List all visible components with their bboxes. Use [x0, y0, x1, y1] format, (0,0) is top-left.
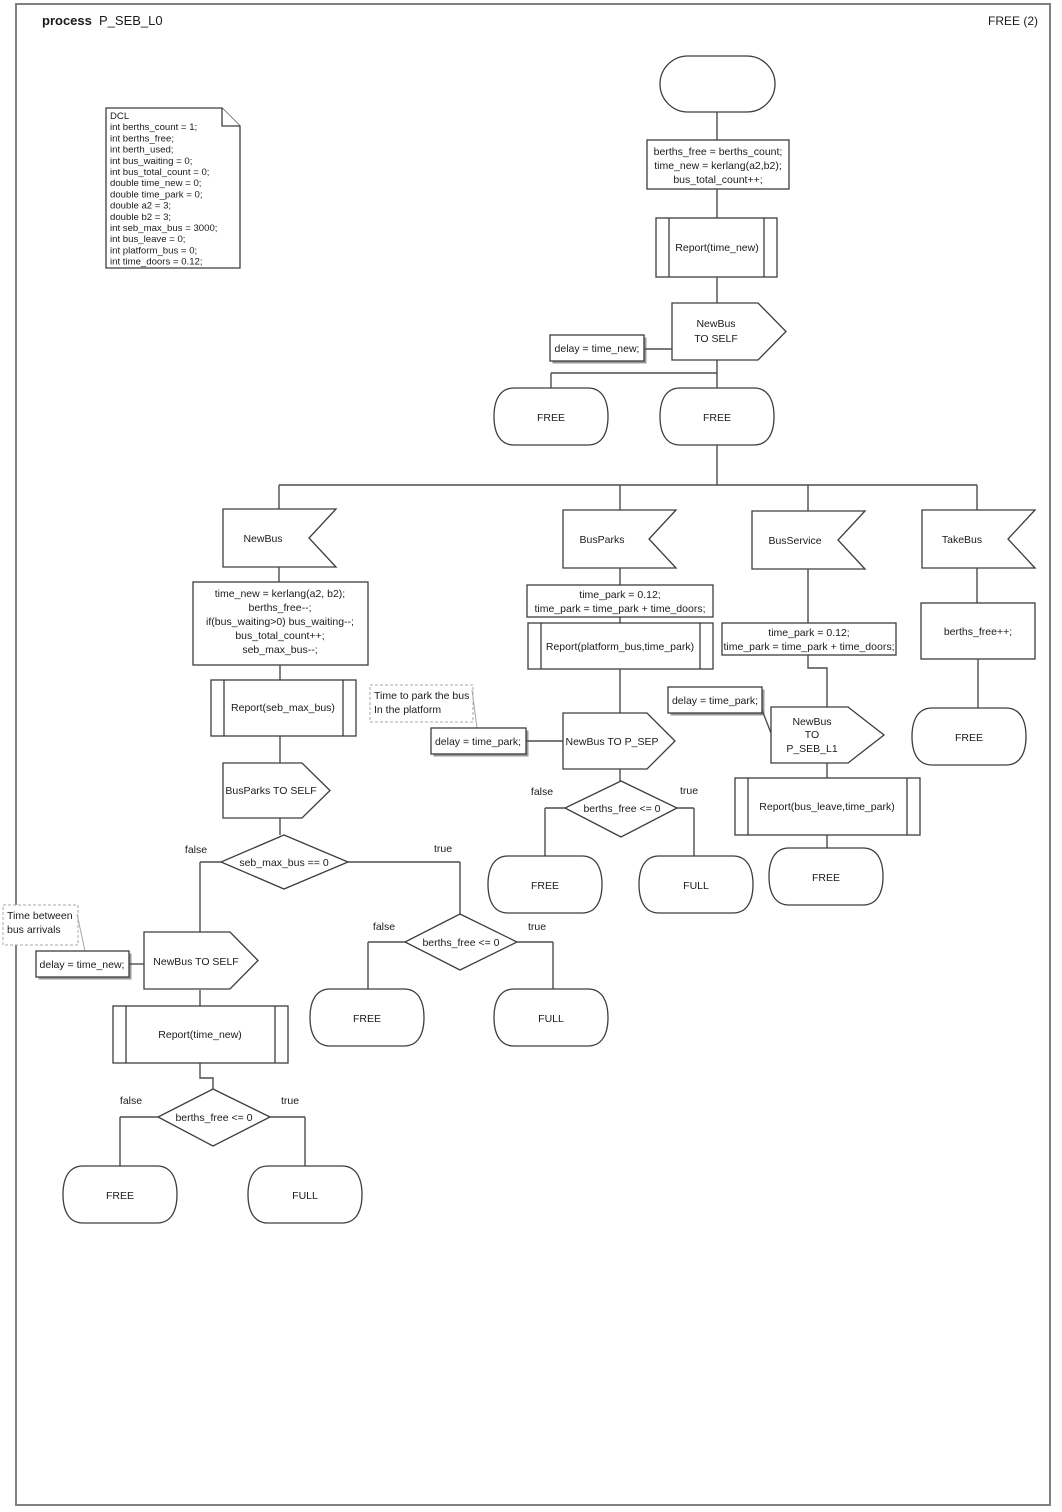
newbus-task[interactable]: [193, 582, 368, 665]
dcl-line: int bus_leave = 0;: [110, 234, 186, 246]
svg-text:BusParks TO SELF: BusParks TO SELF: [225, 785, 317, 797]
branch-label-false: false: [184, 844, 208, 856]
state-free[interactable]: [63, 1166, 177, 1223]
procedure-report-time-new-2[interactable]: [113, 1006, 288, 1063]
delay-box[interactable]: [36, 951, 132, 980]
state-free[interactable]: [912, 708, 1026, 765]
svg-text:bus arrivals: bus arrivals: [7, 924, 61, 936]
input-busparks[interactable]: [563, 510, 676, 568]
svg-text:FREE: FREE: [536, 412, 566, 424]
svg-text:if(bus_waiting>0) bus_waiting-: if(bus_waiting>0) bus_waiting--;: [206, 616, 354, 628]
svg-text:Report(seb_max_bus): Report(seb_max_bus): [231, 702, 335, 714]
svg-text:FREE: FREE: [811, 872, 841, 884]
state-free[interactable]: [488, 856, 602, 913]
svg-text:FREE: FREE: [702, 412, 732, 424]
svg-text:NewBus: NewBus: [792, 716, 832, 728]
output-newbus-to-self[interactable]: [672, 303, 786, 360]
svg-text:FULL: FULL: [292, 1190, 318, 1202]
svg-text:Report(bus_leave,time_park): Report(bus_leave,time_park): [759, 801, 895, 813]
svg-text:berths_free = berths_count;: berths_free = berths_count;: [653, 146, 783, 158]
svg-text:FULL: FULL: [538, 1013, 564, 1025]
output-newbus-to-pseb-l1[interactable]: [771, 707, 884, 763]
output-newbus-to-psep[interactable]: [563, 713, 675, 769]
branch-label-false: false: [372, 921, 396, 933]
svg-text:bus_total_count++;: bus_total_count++;: [235, 630, 325, 642]
svg-text:FULL: FULL: [683, 880, 709, 892]
decision-berths-free-lowerleft[interactable]: [158, 1089, 270, 1146]
branch-label-false: false: [119, 1095, 143, 1107]
state-free[interactable]: [310, 989, 424, 1046]
svg-text:NewBus: NewBus: [696, 318, 736, 330]
dcl-line: int time_doors = 0.12;: [110, 256, 203, 268]
connector-branch: [279, 445, 977, 511]
svg-text:FREE: FREE: [530, 880, 560, 892]
svg-text:TO: TO: [804, 729, 820, 741]
dcl-line: DCL: [110, 111, 130, 122]
svg-text:NewBus: NewBus: [243, 533, 283, 545]
connector: [808, 655, 827, 707]
svg-text:TO SELF: TO SELF: [694, 333, 738, 345]
svg-text:Report(time_new): Report(time_new): [158, 1029, 242, 1041]
connector: [200, 1063, 213, 1089]
procedure-report-platform-bus[interactable]: [528, 623, 713, 669]
delay-box[interactable]: [431, 728, 529, 757]
svg-text:delay = time_park;: delay = time_park;: [434, 736, 522, 748]
svg-text:Report(platform_bus,time_park): Report(platform_bus,time_park): [545, 641, 695, 653]
connector: [200, 862, 460, 932]
dcl-line: int platform_bus = 0;: [110, 245, 198, 257]
output-busparks-to-self[interactable]: [223, 763, 330, 818]
decision-seb-max-bus[interactable]: [221, 835, 348, 889]
input-busservice[interactable]: [752, 511, 865, 569]
svg-text:time_park = 0.12;: time_park = 0.12;: [579, 589, 661, 601]
page-state-label: FREE (2): [987, 14, 1038, 28]
comment-time-to-park[interactable]: [370, 685, 477, 728]
svg-text:TakeBus: TakeBus: [941, 534, 983, 546]
takebus-task[interactable]: [921, 603, 1035, 659]
connector: [551, 360, 717, 388]
input-newbus[interactable]: [223, 509, 336, 567]
state-free-hub[interactable]: [660, 388, 774, 445]
procedure-report-time-new[interactable]: [656, 218, 777, 277]
comment-time-between-bus-arrivals[interactable]: [3, 905, 85, 951]
svg-text:seb_max_bus == 0: seb_max_bus == 0: [239, 857, 329, 869]
svg-text:FREE: FREE: [954, 732, 984, 744]
svg-text:P_SEB_L1: P_SEB_L1: [786, 743, 838, 755]
state-full[interactable]: [639, 856, 753, 913]
svg-text:berths_free--;: berths_free--;: [248, 602, 312, 614]
branch-label-true: true: [433, 843, 453, 855]
svg-text:berths_free <= 0: berths_free <= 0: [422, 937, 500, 949]
svg-text:seb_max_bus--;: seb_max_bus--;: [242, 644, 318, 656]
busparks-task[interactable]: [527, 585, 713, 617]
svg-text:FREE: FREE: [105, 1190, 135, 1202]
svg-text:bus_total_count++;: bus_total_count++;: [673, 174, 763, 186]
dcl-line: double b2 = 3;: [110, 211, 172, 223]
process-name: P_SEB_L0: [99, 13, 163, 28]
svg-text:NewBus TO P_SEP: NewBus TO P_SEP: [565, 736, 659, 748]
svg-text:time_new = kerlang(a2, b2);: time_new = kerlang(a2, b2);: [214, 588, 346, 600]
input-takebus[interactable]: [922, 510, 1035, 568]
svg-text:time_new = kerlang(a2,b2);: time_new = kerlang(a2,b2);: [654, 160, 782, 172]
svg-text:delay = time_park;: delay = time_park;: [671, 695, 759, 707]
svg-text:NewBus TO SELF: NewBus TO SELF: [153, 956, 239, 968]
branch-label-true: true: [280, 1095, 300, 1107]
dcl-line: int berth_used;: [110, 144, 174, 156]
svg-text:BusService: BusService: [768, 535, 822, 547]
svg-text:FREE: FREE: [352, 1013, 382, 1025]
decision-berths-free-mid[interactable]: [405, 914, 517, 970]
dcl-line: int berths_count = 1;: [110, 122, 198, 134]
procedure-report-seb-max-bus[interactable]: [211, 680, 356, 736]
branch-label-false: false: [530, 786, 554, 798]
dcl-line: int bus_total_count = 0;: [110, 167, 210, 178]
dcl-line: int berths_free;: [110, 133, 174, 145]
start-symbol[interactable]: [660, 56, 775, 112]
svg-text:In the platform: In the platform: [374, 704, 442, 716]
connector: [762, 710, 771, 733]
svg-text:time_park = time_park + time_d: time_park = time_park + time_doors;: [723, 641, 895, 653]
svg-text:Time between: Time between: [7, 910, 73, 922]
dcl-line: double time_new = 0;: [110, 178, 202, 190]
delay-box[interactable]: [550, 335, 647, 364]
svg-text:berths_free <= 0: berths_free <= 0: [175, 1112, 253, 1124]
state-free-after-start[interactable]: [494, 388, 608, 445]
svg-text:BusParks: BusParks: [579, 534, 625, 546]
state-full[interactable]: [248, 1166, 362, 1223]
branch-label-true: true: [527, 921, 547, 933]
svg-text:berths_free <= 0: berths_free <= 0: [583, 803, 661, 815]
init-task[interactable]: [647, 140, 789, 189]
svg-text:berths_free++;: berths_free++;: [943, 626, 1013, 638]
delay-box[interactable]: [668, 687, 765, 716]
svg-text:delay = time_new;: delay = time_new;: [554, 343, 640, 355]
svg-text:time_park = time_park + time_d: time_park = time_park + time_doors;: [534, 603, 706, 615]
dcl-line: double a2 = 3;: [110, 200, 172, 212]
svg-text:Report(time_new): Report(time_new): [675, 242, 759, 254]
state-full[interactable]: [494, 989, 608, 1046]
svg-text:delay = time_new;: delay = time_new;: [39, 959, 125, 971]
branch-label-true: true: [679, 785, 699, 797]
dcl-line: double time_park = 0;: [110, 189, 203, 201]
output-newbus-to-self-2[interactable]: [144, 932, 258, 989]
svg-text:Time to park the bus: Time to park the bus: [374, 690, 470, 702]
procedure-report-bus-leave[interactable]: [735, 778, 920, 835]
dcl-line: int bus_waiting = 0;: [110, 155, 193, 167]
process-keyword: process: [42, 13, 92, 28]
busservice-task[interactable]: [722, 623, 896, 655]
dcl-declaration-note[interactable]: [106, 108, 240, 268]
dcl-line: int seb_max_bus = 3000;: [110, 223, 218, 234]
svg-text:time_park = 0.12;: time_park = 0.12;: [768, 627, 850, 639]
state-free[interactable]: [769, 848, 883, 905]
decision-berths-free-busparks[interactable]: [565, 781, 677, 837]
